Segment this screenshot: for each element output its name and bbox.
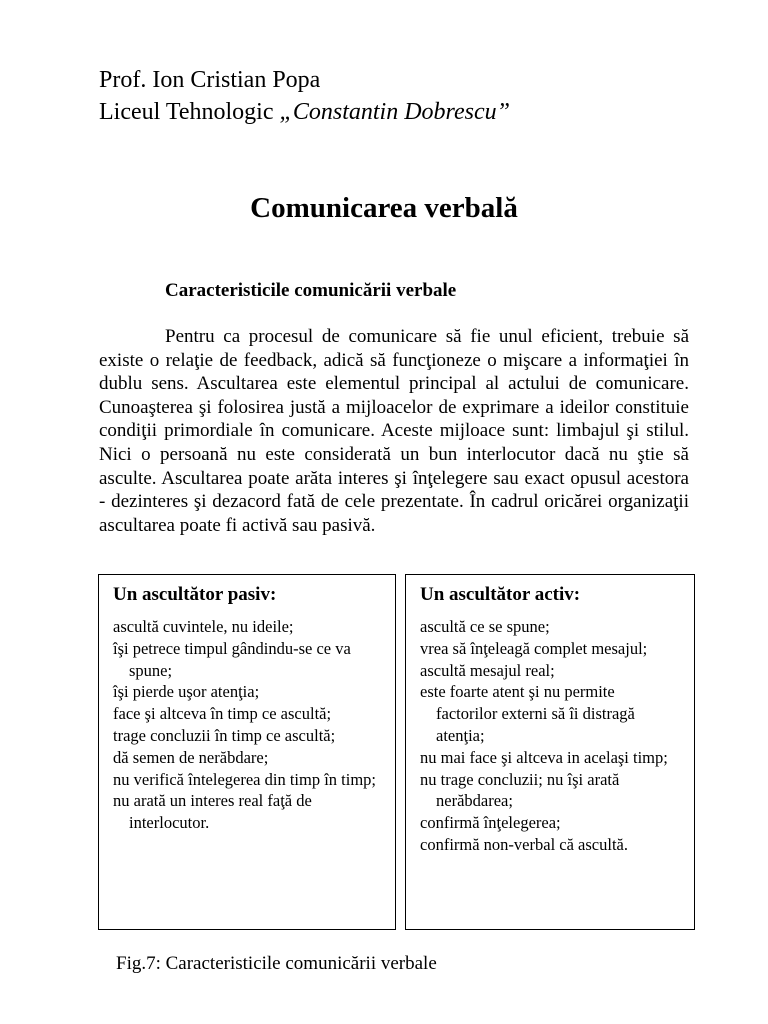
list-item: nu verifică întelegerea din timp în timp; <box>113 769 377 789</box>
list-item: trage concluzii în timp ce ascultă; <box>113 725 336 745</box>
list-item: ascultă ce se spune; <box>420 617 550 636</box>
list-item: nu mai face şi altceva in acelaşi timp; <box>420 747 668 767</box>
school-prefix: Liceul Tehnologic <box>99 99 280 125</box>
list-item: ascultă mesajul real; <box>420 660 555 680</box>
list-item: este foarte atent şi nu permite factorilor externi să îi distragă atenţia; <box>420 682 635 745</box>
list-item: confirmă înţelegerea; <box>420 813 561 833</box>
active-listener-title: Un ascultător activ: <box>420 584 581 605</box>
active-listener-box <box>405 574 695 930</box>
figure-caption: Fig.7: Caracteristicile comunicării verbale <box>116 953 437 974</box>
list-item: nu arată un interes real faţă de interlocutor. <box>113 791 312 833</box>
list-item: ascultă cuvintele, nu ideile; <box>113 617 294 636</box>
list-item: dă semen de nerăbdare; <box>113 747 269 767</box>
body-paragraph <box>99 325 689 537</box>
list-item: vrea să înţeleagă complet mesajul; <box>420 638 648 658</box>
body-paragraph-text: Pentru ca procesul de comunicare să fie unul eficient, trebuie să existe o relaţie de feedback, adică să funcţioneze o mişcare a informaţiei în dublu sens. Ascultarea este elementul principal al actului de comunicare. Cunoaşterea şi folosirea justă a mijloacelor de exprimare a ideilor constituie condiţii primordiale în comunicare. Aceste mijloace sunt: limbajul şi stilul. Nici o persoană nu este considerată un bun interlocutor dacă nu ştie să asculte. Ascultarea poate arăta interes şi înţelegere sau exact opusul acestora - dezinteres şi dezacord fată de cele prezentate. În cadrul oricărei organizaţii ascultarea poate fi activă sau pasivă. <box>99 326 689 536</box>
list-item: face şi altceva în timp ce ascultă; <box>113 704 332 724</box>
list-item: nu trage concluzii; nu îşi arată nerăbdarea; <box>420 769 620 811</box>
document-title: Comunicarea verbală <box>250 192 518 224</box>
list-item: îşi pierde uşor atenţia; <box>113 682 260 702</box>
active-listener-list <box>420 616 680 856</box>
passive-listener-list <box>113 616 381 834</box>
author-block <box>99 64 510 128</box>
school-name: „Constantin Dobrescu” <box>279 99 510 125</box>
passive-listener-title: Un ascultător pasiv: <box>113 584 277 605</box>
passive-listener-box <box>98 574 396 930</box>
section-subtitle: Caracteristicile comunicării verbale <box>165 280 457 301</box>
school-line <box>99 96 510 128</box>
list-item: confirmă non-verbal că ascultă. <box>420 834 628 854</box>
list-item: îşi petrece timpul gândindu-se ce va spune; <box>113 638 351 680</box>
author-name: Prof. Ion Cristian Popa <box>99 67 321 93</box>
